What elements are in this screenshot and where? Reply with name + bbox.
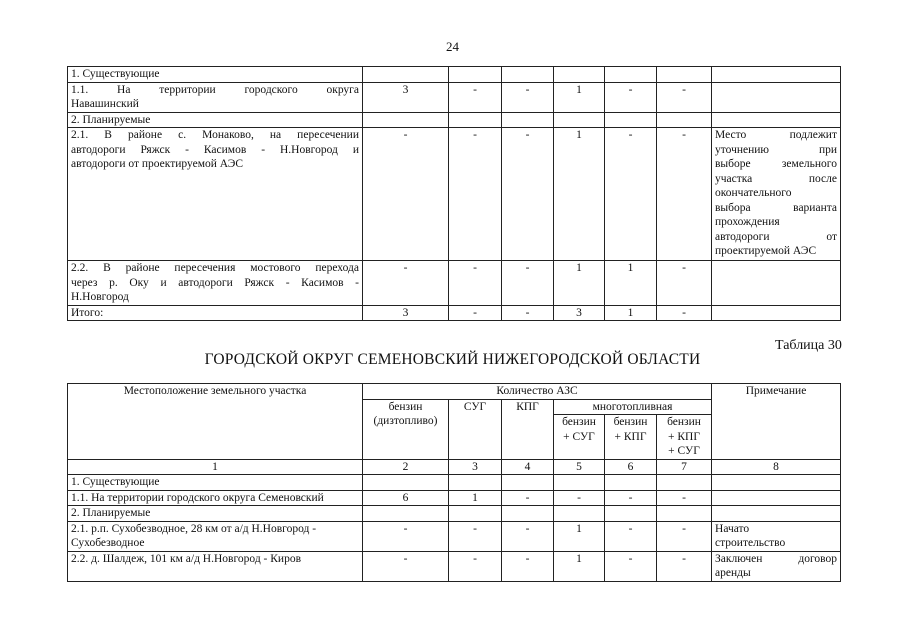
table-row	[68, 490, 841, 506]
value-cell: -	[502, 521, 554, 551]
header-line: (дизтопливо)	[373, 415, 438, 427]
table-row	[68, 82, 841, 112]
value-cell: 3	[363, 82, 449, 112]
value-cell: 1	[605, 305, 657, 321]
row-label: 2. Планируемые	[68, 506, 363, 522]
value-cell: -	[502, 82, 554, 112]
table-row	[68, 112, 841, 128]
column-number-row	[68, 459, 841, 475]
note-line: выборе земельного	[715, 158, 837, 170]
row-label: 1. Существующие	[68, 475, 363, 491]
header-note: Примечание	[712, 384, 841, 460]
row-label-line: автодороги от проектируемой АЭС	[71, 158, 244, 170]
table-row-total	[68, 305, 841, 321]
value-cell: -	[605, 82, 657, 112]
row-label	[68, 82, 363, 112]
note-line: строительство	[715, 537, 786, 549]
column-number: 1	[68, 459, 363, 475]
note-line: Начато	[715, 522, 750, 535]
header-multi: многотопливная	[554, 399, 712, 415]
value-cell: -	[605, 551, 657, 581]
note-line: уточнению при	[715, 143, 837, 156]
note-cell	[712, 305, 841, 321]
header-sub	[657, 415, 712, 460]
value-cell: 6	[363, 490, 449, 506]
value-cell: -	[449, 128, 502, 261]
table-row	[68, 551, 841, 581]
row-label: 2. Планируемые	[68, 112, 363, 128]
value-cell: -	[363, 521, 449, 551]
value-cell: 1	[554, 261, 605, 306]
table-row	[68, 506, 841, 522]
row-label	[68, 521, 363, 551]
header-line: + КПГ	[614, 430, 647, 443]
row-label-line: 2.1. В районе с. Монаково, на пересечении	[71, 129, 359, 141]
row-label-line: Навашинский	[71, 98, 139, 110]
table-row	[68, 475, 841, 491]
table-row	[68, 67, 841, 83]
value-cell: -	[502, 490, 554, 506]
note-line: выбора варианта	[715, 201, 837, 214]
table-row	[68, 261, 841, 306]
row-label	[68, 261, 363, 306]
value-cell: 3	[363, 305, 449, 321]
value-cell: -	[363, 128, 449, 261]
row-label-line: Н.Новгород	[71, 291, 129, 303]
note-cell	[712, 128, 841, 261]
table-title: ГОРОДСКОЙ ОКРУГ СЕМЕНОВСКИЙ НИЖЕГОРОДСКОЙ ОБЛАСТИ	[204, 351, 701, 368]
row-label: 2.2. д. Шалдеж, 101 км а/д Н.Новгород - Киров	[68, 551, 363, 581]
note-cell	[712, 521, 841, 551]
header-sub	[554, 415, 605, 460]
header-row	[68, 384, 841, 400]
note-line: участка после	[715, 172, 837, 185]
header-count: Количество АЗС	[363, 384, 712, 400]
value-cell: -	[657, 261, 712, 306]
note-line: Заключен договор	[715, 552, 838, 565]
row-label-line: 2.1. р.п. Сухобезводное, 28 км от а/д Н.Новгород -	[71, 522, 317, 535]
note-line: автодороги от	[715, 230, 837, 243]
header-benzin	[363, 399, 449, 459]
value-cell: -	[657, 128, 712, 261]
value-cell: -	[502, 551, 554, 581]
note-line: Место подлежит	[715, 129, 837, 141]
value-cell: -	[605, 128, 657, 261]
column-number: 8	[712, 459, 841, 475]
header-line: бензин	[562, 416, 596, 428]
note-cell	[712, 261, 841, 306]
row-label-line: 2.2. В районе пересечения мостового перехода	[71, 262, 359, 274]
row-label	[68, 128, 363, 261]
header-line: бензин	[613, 416, 648, 428]
value-cell: -	[363, 551, 449, 581]
value-cell: 1	[554, 551, 605, 581]
note-line: окончательного	[715, 187, 792, 199]
note-cell	[712, 82, 841, 112]
header-sub	[605, 415, 657, 460]
value-cell: -	[657, 521, 712, 551]
column-number: 2	[363, 459, 449, 475]
header-line: бензин	[667, 416, 701, 428]
value-cell: -	[657, 551, 712, 581]
row-label-line: автодороги Ряжск - Касимов - Н.Новгород и	[71, 143, 359, 156]
note-line: проектируемой АЭС	[715, 245, 817, 257]
value-cell: -	[449, 261, 502, 306]
value-cell: -	[657, 82, 712, 112]
row-label-line: 1.1. На территории городского округа	[71, 83, 359, 96]
value-cell: -	[449, 551, 502, 581]
table-row	[68, 521, 841, 551]
value-cell: -	[605, 521, 657, 551]
column-number: 7	[657, 459, 712, 475]
header-line: + СУГ	[668, 445, 700, 457]
row-label-line: через р. Оку и автодороги Ряжск - Касимов -	[71, 276, 359, 289]
note-line: аренды	[715, 567, 751, 579]
header-location: Местоположение земельного участка	[68, 384, 363, 460]
table-number: Таблица 30	[775, 338, 842, 353]
value-cell: -	[502, 128, 554, 261]
value-cell: 3	[554, 305, 605, 321]
header-line: + КПГ	[668, 430, 700, 443]
column-number: 4	[502, 459, 554, 475]
note-cell	[712, 551, 841, 581]
note-line: прохождения	[715, 216, 780, 228]
value-cell: -	[605, 490, 657, 506]
page-number: 24	[446, 39, 459, 54]
value-cell: -	[449, 521, 502, 551]
header-kpg: КПГ	[502, 399, 554, 459]
value-cell: -	[657, 490, 712, 506]
value-cell: 1	[554, 128, 605, 261]
value-cell: -	[554, 490, 605, 506]
row-label: 1. Существующие	[68, 67, 363, 83]
header-line: бензин	[388, 400, 423, 413]
value-cell: 1	[605, 261, 657, 306]
note-cell	[712, 490, 841, 506]
table-continued	[67, 66, 841, 321]
value-cell: -	[502, 261, 554, 306]
value-cell: -	[363, 261, 449, 306]
value-cell: 1	[449, 490, 502, 506]
value-cell: 1	[554, 521, 605, 551]
table-30	[67, 383, 841, 582]
column-number: 3	[449, 459, 502, 475]
column-number: 5	[554, 459, 605, 475]
value-cell: -	[449, 305, 502, 321]
value-cell: 1	[554, 82, 605, 112]
value-cell: -	[502, 305, 554, 321]
value-cell: -	[449, 82, 502, 112]
header-sug: СУГ	[449, 399, 502, 459]
table-row	[68, 128, 841, 261]
row-label: 1.1. На территории городского округа Семеновский	[68, 490, 363, 506]
value-cell: -	[657, 305, 712, 321]
header-line: + СУГ	[563, 430, 595, 443]
row-label: Итого:	[68, 305, 363, 321]
column-number: 6	[605, 459, 657, 475]
row-label-line: Сухобезводное	[71, 537, 145, 549]
